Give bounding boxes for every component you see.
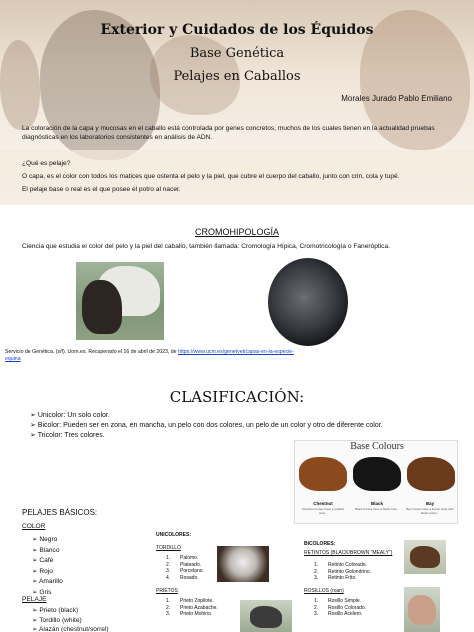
tordillo-heading: TORDILLO <box>156 545 181 551</box>
list-item: 1. Retinto Colorado. <box>314 562 367 568</box>
list-item: 1. Rosillo Simple. <box>314 598 362 604</box>
list-item: ➢ Bicolor: Pueden ser en zona, en mancha, un pelo con dos colores, un pelo de un color y otro de diferente color. <box>30 421 383 431</box>
list-item: 4. Rosado. <box>166 574 199 581</box>
list-item: 3. Porcelano. <box>166 568 204 574</box>
black-horse <box>353 457 401 491</box>
rosillo-heading: ROSILLOS (roan) <box>304 588 344 594</box>
black-note: Black horses have a black coat... <box>355 507 399 511</box>
citation-text: Servicio de Genética. (s/f). Uom.es. Recuperado el 16 de abril de 2023, de <box>5 349 179 355</box>
list-item: ➢ Tricolor: Tres colores. <box>30 431 383 441</box>
list-item: ➢ Alazán (chestnut/sorrel) <box>32 625 109 632</box>
subtitle-base-genetica: Base Genética <box>189 46 285 61</box>
answer-pelaje: O capa, es el color con todos los matices que ostenta el pelo y la piel, que cubre el cuerpo del caballo, junto con crin, cola y tupé. <box>22 173 400 180</box>
list-item: ➢ Tordillo (white) <box>32 616 109 626</box>
subtitle-pelajes: Pelajes en Caballos <box>173 69 301 84</box>
photo-mare-and-foal <box>76 262 164 340</box>
list-item: 2. Plateado. <box>166 561 202 568</box>
list-item: 2. Retinto Golondrino. <box>314 568 372 575</box>
citation <box>5 349 305 363</box>
list-item: ➢ Negro <box>32 535 63 546</box>
list-item: 2. Rosillo Colorado. <box>314 604 367 611</box>
retintos-list <box>314 562 371 582</box>
pelaje-list <box>32 606 109 632</box>
page-title: Exterior y Cuidados de los Équidos <box>100 22 374 38</box>
cromohipologia-description: Ciencia que estudia el color del pelo y la piel del caballo, también llamada: Cromología Hípica, Cromotricología o Faneróptica. <box>22 243 390 250</box>
list-item: 3. Rosillo Acelero. <box>314 611 363 617</box>
list-item: 3. Retinto Frito. <box>314 575 357 581</box>
pelaje-heading: PELAJE <box>22 596 47 603</box>
chestnut-note: Chestnut horses have a reddish coat... <box>301 507 345 515</box>
list-item: ➢ Gris <box>32 588 63 599</box>
rosillo-list <box>314 598 366 618</box>
photo-rosillo-horse <box>404 587 440 632</box>
chestnut-horse <box>299 457 347 491</box>
color-heading: COLOR <box>22 523 46 530</box>
list-item: ➢ Café <box>32 556 63 567</box>
retintos-heading: RETINTOS (BLACK/BROWN "MEALY") <box>304 550 393 556</box>
base-colours-figure <box>294 440 458 524</box>
cromohipologia-title: CROMOHIPOLOGÍA <box>194 227 279 237</box>
chestnut-label: Chestnut <box>313 501 333 506</box>
black-label: Black <box>370 501 383 506</box>
list-item: ➢ Unicolor: Un solo color. <box>30 411 383 421</box>
question-pelaje: ¿Qué es pelaje? <box>22 160 71 167</box>
base-note: El pelaje base o real es el que posee el potro al nacer. <box>22 186 181 193</box>
pelajes-basicos-title: PELAJES BÁSICOS: <box>22 508 98 517</box>
bay-note: Bay horses have a brown body with black points... <box>406 507 454 515</box>
clasificacion-list <box>30 411 383 441</box>
author-name: Morales Jurado Pablo Emiliano <box>341 94 452 103</box>
color-list <box>32 535 63 598</box>
list-item: 3. Prieto Mohino. <box>166 611 213 617</box>
tordillo-list <box>166 555 204 581</box>
unicolores-heading: UNICOLORES: <box>156 532 191 538</box>
photo-tordillo-horse <box>217 546 269 582</box>
photo-retinto-horse <box>404 540 446 574</box>
bay-label: Bay <box>425 501 435 506</box>
photo-grey-foal <box>268 258 348 346</box>
bay-horse <box>407 457 455 491</box>
citation-link[interactable]: https://www.ucm.es/genetvet/capas-en-la-especie-equina <box>5 349 294 362</box>
clasificacion-title: CLASIFICACIÓN: <box>169 388 305 406</box>
list-item: ➢ Blanco <box>32 546 63 557</box>
photo-prieto-horse <box>240 600 292 632</box>
base-colours-title: Base Colours <box>350 441 404 452</box>
list-item: 1. Palomo. <box>166 555 199 561</box>
prietos-list <box>166 598 218 618</box>
list-item: 2. Prieto Azabache. <box>166 604 218 611</box>
list-item: 1. Prieto Zopilote. <box>166 598 214 604</box>
list-item: ➢ Amarillo <box>32 577 63 588</box>
prietos-heading: PRIETOS <box>156 588 178 594</box>
list-item: ➢ Prieto (black) <box>32 606 109 616</box>
foal-shape <box>82 280 122 334</box>
list-item: ➢ Rojo <box>32 567 63 578</box>
bicolores-heading: BICOLORES: <box>304 541 336 547</box>
intro-paragraph: La coloración de la capa y mucosas en el caballo está controlada por genes concretos, muchos de los cuales tienen en la actualidad pruebas diagnósticas en los laboratorios consistentes en análisis de ADN. <box>22 125 435 141</box>
